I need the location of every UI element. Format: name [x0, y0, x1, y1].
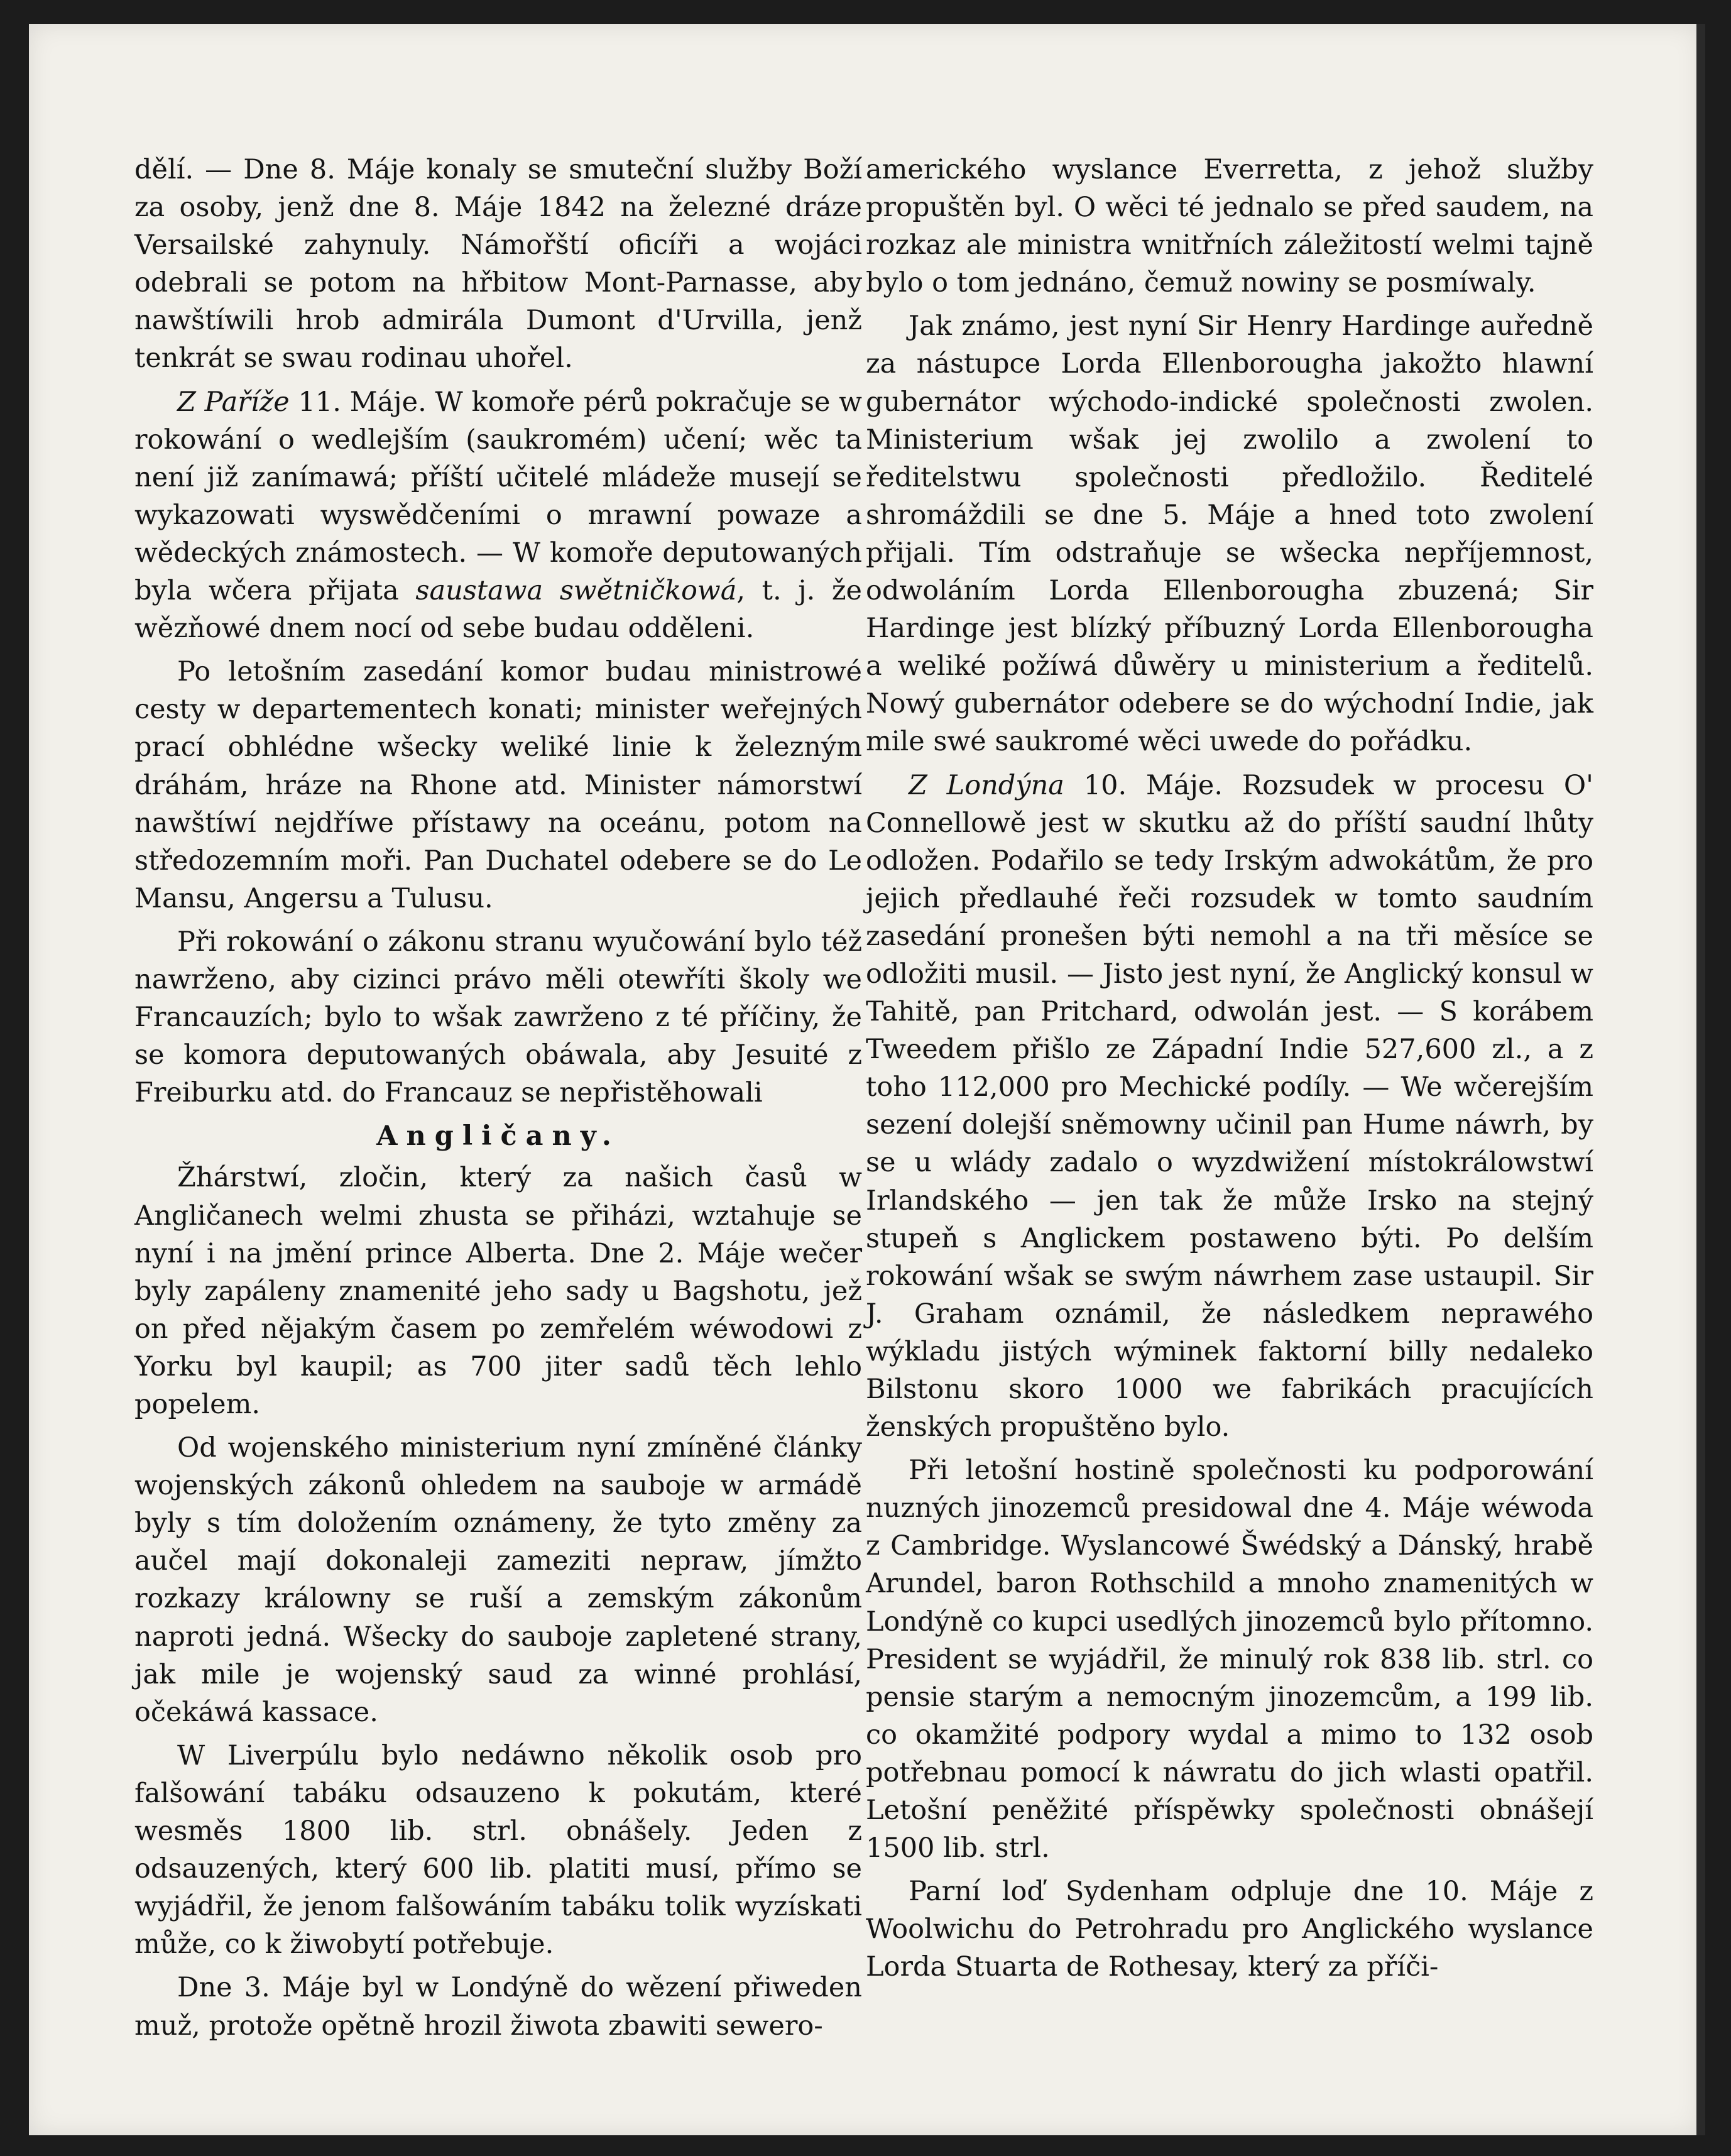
paragraph-hardinge: Jak známo, jest nyní Sir Henry Hardinge auředně za nástupce Lorda Ellenborougha jakožto hlawní gubernátor wýchodo-indické společnosti zwolen. Ministerium wšak jej zwolilo a zwolení to ředitelstwu společnosti předložilo. Ředitelé shromáždili se dne 5. Máje a hned toto zwolení přijali. Tím odstraňuje se wšecka nepříjemnost, odwoláním Lorda Ellenborougha zbuzená; Sir Hardinge jest blízký příbuzný Lorda Ellenborougha a weliké požíwá důwěry u ministerium a ředitelů. Nowý gubernátor odebere se do wýchodní Indie, jak mile swé saukromé wěci uwede do pořádku.: [866, 310, 1593, 758]
paragraph-funeral-services: dělí. — Dne 8. Máje konaly se smuteční služby Boží za osoby, jenž dne 8. Máje 1842 na železné dráze Versailské zahynuly. Námořští oficíři a wojáci odebrali se potom na hřbitow Mont-Parnasse, aby nawštíwili hrob admirála Dumont d'Urvilla, jenž tenkrát se swau rodinau uhořel.: [134, 154, 862, 375]
paragraph-duels: Od wojenského ministerium nyní zmíněné články wojenských zákonů ohledem na sauboje w armádě byly s tím doložením oznámeny, že tyto změny za aučel mají dokonaleji zameziti nepraw, jímžto rozkazy králowny se ruší a zemským zákonům naproti jedná. Wšecky do sauboje zapletené strany, jak mile je wojenský saud za winné prohlásí, očekáwá kassace.: [134, 1432, 862, 1728]
paragraph-paris-chamber: [134, 383, 862, 648]
term-cell-system: saustawa swětničkowá: [415, 575, 737, 607]
paragraph-education-law: Při rokowání o zákonu stranu wyučowání bylo též nawrženo, aby cizinci právo měli otewříti školy we Francauzích; bylo to wšak zawrženo z té příčiny, že se komora deputowaných obáwala, aby Jesuité z Freiburku atd. do Francauz se nepřistěhowali: [134, 926, 862, 1109]
page-edge: [1696, 24, 1705, 2135]
section-heading-england: Angličany.: [376, 1120, 620, 1152]
right-column: [866, 151, 1593, 1992]
paragraph-tobacco-fraud: W Liverpúlu bylo nedáwno několik osob pro falšowání tabáku odsauzeno k pokutám, které wesměs 1800 lib. strl. obnášely. Jeden z odsauzených, který 600 lib. platiti musí, přímo se wyjádřil, že jenom falšowáním tabáku tolik wyzískati může, co k žiwobytí potřebuje.: [134, 1739, 862, 1961]
dateline-london: Z Londýna: [909, 769, 1064, 801]
paragraph-everett-continued: amerického wyslance Everretta, z jehož služby propuštěn byl. O wěci té jednalo se před saudem, na rozkaz ale ministra wnitřních záležitostí welmi tajně bylo o tom jednáno, čemuž nowiny se posmíwaly.: [866, 154, 1593, 299]
left-column: [134, 151, 862, 2050]
paragraph-london-news: [866, 767, 1593, 1447]
paragraph-paris-text-a: 11. Máje. W komoře pérů pokračuje se w rokowání o wedlejším (saukromém) učení; wěc ta není již zanímawá; příští učitelé mládeže musejí se wykazowati wyswědčeními o mrawní powaze a wědeckých známostech. — W komoře deputowaných byla wčera přijata: [134, 386, 862, 607]
paragraph-paris-text-b: , t. j. že wězňowé dnem nocí od sebe budau odděleni.: [134, 575, 862, 645]
dateline-paris: Z Paříže: [177, 386, 290, 418]
paragraph-london-news-text: 10. Máje. Rozsudek w procesu O' Connellowě jest w skutku až do příští saudní lhůty odložen. Podařilo se tedy Irským adwokátům, že pro jejich předlauhé řeči rozsudek w tomto saudním zasedání pronešen býti nemohl a na tři měsíce se odložiti musil. — Jisto jest nyní, že Anglický konsul w Tahitě, pan Pritchard, odwolán jest. — S korábem Tweedem přišlo ze Západní Indie 527,600 zl., a z toho 112,000 pro Mechické podíly. — We wčerejším sezení dolejší sněmowny učinil pan Hume náwrh, by se u wlády zadalo o wyzdwižení místokrálowstwí Irlandského — jen tak že může Irsko na stejný stupeň s Anglickem postaweno býti. Po delším rokowání wšak se swým náwrhem zase ustaupil. Sir J. Graham oznámil, že následkem neprawého wýkladu jistých wýminek faktorní billy nedaleko Bilstonu skoro 1000 we fabrikách pracujících ženských propuštěno bylo.: [866, 769, 1593, 1443]
paragraph-ministers-travel: Po letošním zasedání komor budau ministrowé cesty w departementech konati; minister weřejných prací obhlédne wšecky weliké linie k železným dráhám, hráze na Rhone atd. Minister námorstwí nawštíwí nejdříwe přístawy na oceánu, potom na středozemním moři. Pan Duchatel odebere se do Le Mansu, Angersu a Tulusu.: [134, 656, 862, 914]
paragraph-arson: Žhárstwí, zločin, který za našich časů w Angličanech welmi zhusta se přiházi, wztahuje se nyní i na jmění prince Alberta. Dne 2. Máje wečer byly zapáleny znamenité jeho sady u Bagshotu, jež on před nějakým časem po zemřelém wéwodowi z Yorku byl kaupil; as 700 jiter sadů těch lehlo popelem.: [134, 1162, 862, 1420]
paragraph-foreigners-society: Při letošní hostině společnosti ku podporowání nuzných jinozemců presidowal dne 4. Máje wéwoda z Cambridge. Wyslancowé Šwédský a Dánský, hrabě Arundel, baron Rothschild a mnoho znamenitých w Londýně co kupci usedlých jinozemců bylo přítomno. President se wyjádřil, že minulý rok 838 lib. strl. co pensie starým a nemocným jinozemcům, a 199 lib. co okamžité podpory wydal a mimo to 132 osob potřebnau pomocí k náwratu do jich wlasti opatřil. Letošní peněžité příspěwky společnosti obnášejí 1500 lib. strl.: [866, 1455, 1593, 1864]
paragraph-london-arrest: Dne 3. Máje byl w Londýně do wězení přiweden muž, protože opětně hrozil žiwota zbawiti sewero-: [134, 1972, 862, 2042]
paragraph-steamship: Parní loď Sydenham odpluje dne 10. Máje z Woolwichu do Petrohradu pro Anglického wyslance Lorda Stuarta de Rothesay, který za příči-: [866, 1876, 1593, 1983]
